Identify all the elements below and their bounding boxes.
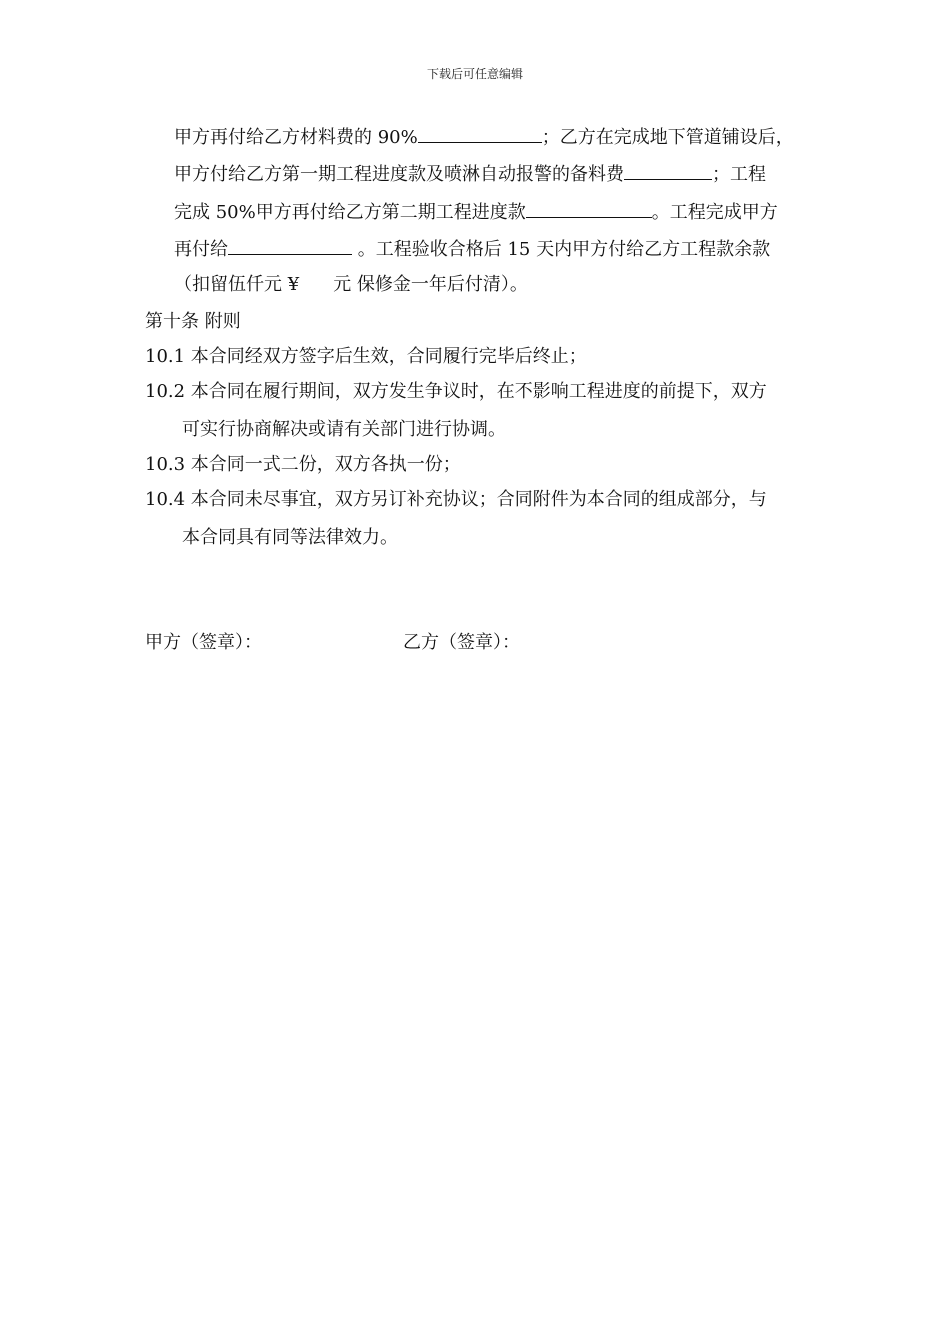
fill-blank (624, 161, 712, 180)
party-b-signature-label: 乙方（签章）： (403, 632, 520, 653)
fill-blank (418, 124, 542, 143)
payment-text: 。工程完成甲方 (651, 202, 778, 223)
clause-10-1: 10.1 本合同经双方签字后生效，合同履行完毕后终止； (145, 346, 587, 367)
payment-text: 。工程验收合格后 15 天内甲方付给乙方工程款余款 (352, 239, 771, 260)
fill-blank (228, 236, 352, 255)
clause-10-4-line-1: 10.4 本合同未尽事宜，双方另订补充协议；合同附件为本合同的组成部分，与 (145, 489, 767, 510)
payment-text: 再付给 (174, 239, 228, 260)
payment-text: 甲方再付给乙方材料费的 90% (174, 127, 418, 148)
payment-text: （扣留伍仟元 ¥ (174, 274, 300, 295)
clause-10-4-line-2: 本合同具有同等法律效力。 (182, 527, 398, 548)
payment-line-1 (174, 124, 794, 150)
payment-text: ；乙方在完成地下管道铺设后， (541, 127, 794, 148)
payment-text: ；工程 (712, 164, 766, 185)
payment-line-5 (174, 273, 528, 297)
payment-line-4 (174, 236, 770, 262)
clause-10-3: 10.3 本合同一式二份，双方各执一份； (145, 454, 461, 475)
payment-text: 甲方付给乙方第一期工程进度款及喷淋自动报警的备料费 (174, 164, 624, 185)
payment-line-2 (174, 161, 766, 187)
payment-text: 完成 50%甲方再付给乙方第二期工程进度款 (174, 202, 526, 223)
clause-10-2-line-2: 可实行协商解决或请有关部门进行协调。 (182, 419, 506, 440)
payment-line-3 (174, 199, 778, 225)
fill-blank (526, 199, 652, 218)
payment-text: 元 保修金一年后付清）。 (333, 274, 528, 295)
page-header: 下载后可任意编辑 (426, 67, 523, 81)
clause-10-2-line-1: 10.2 本合同在履行期间，双方发生争议时，在不影响工程进度的前提下，双方 (145, 381, 767, 402)
party-a-signature-label: 甲方（签章）： (145, 632, 262, 653)
article-title: 第十条 附则 (145, 311, 241, 332)
